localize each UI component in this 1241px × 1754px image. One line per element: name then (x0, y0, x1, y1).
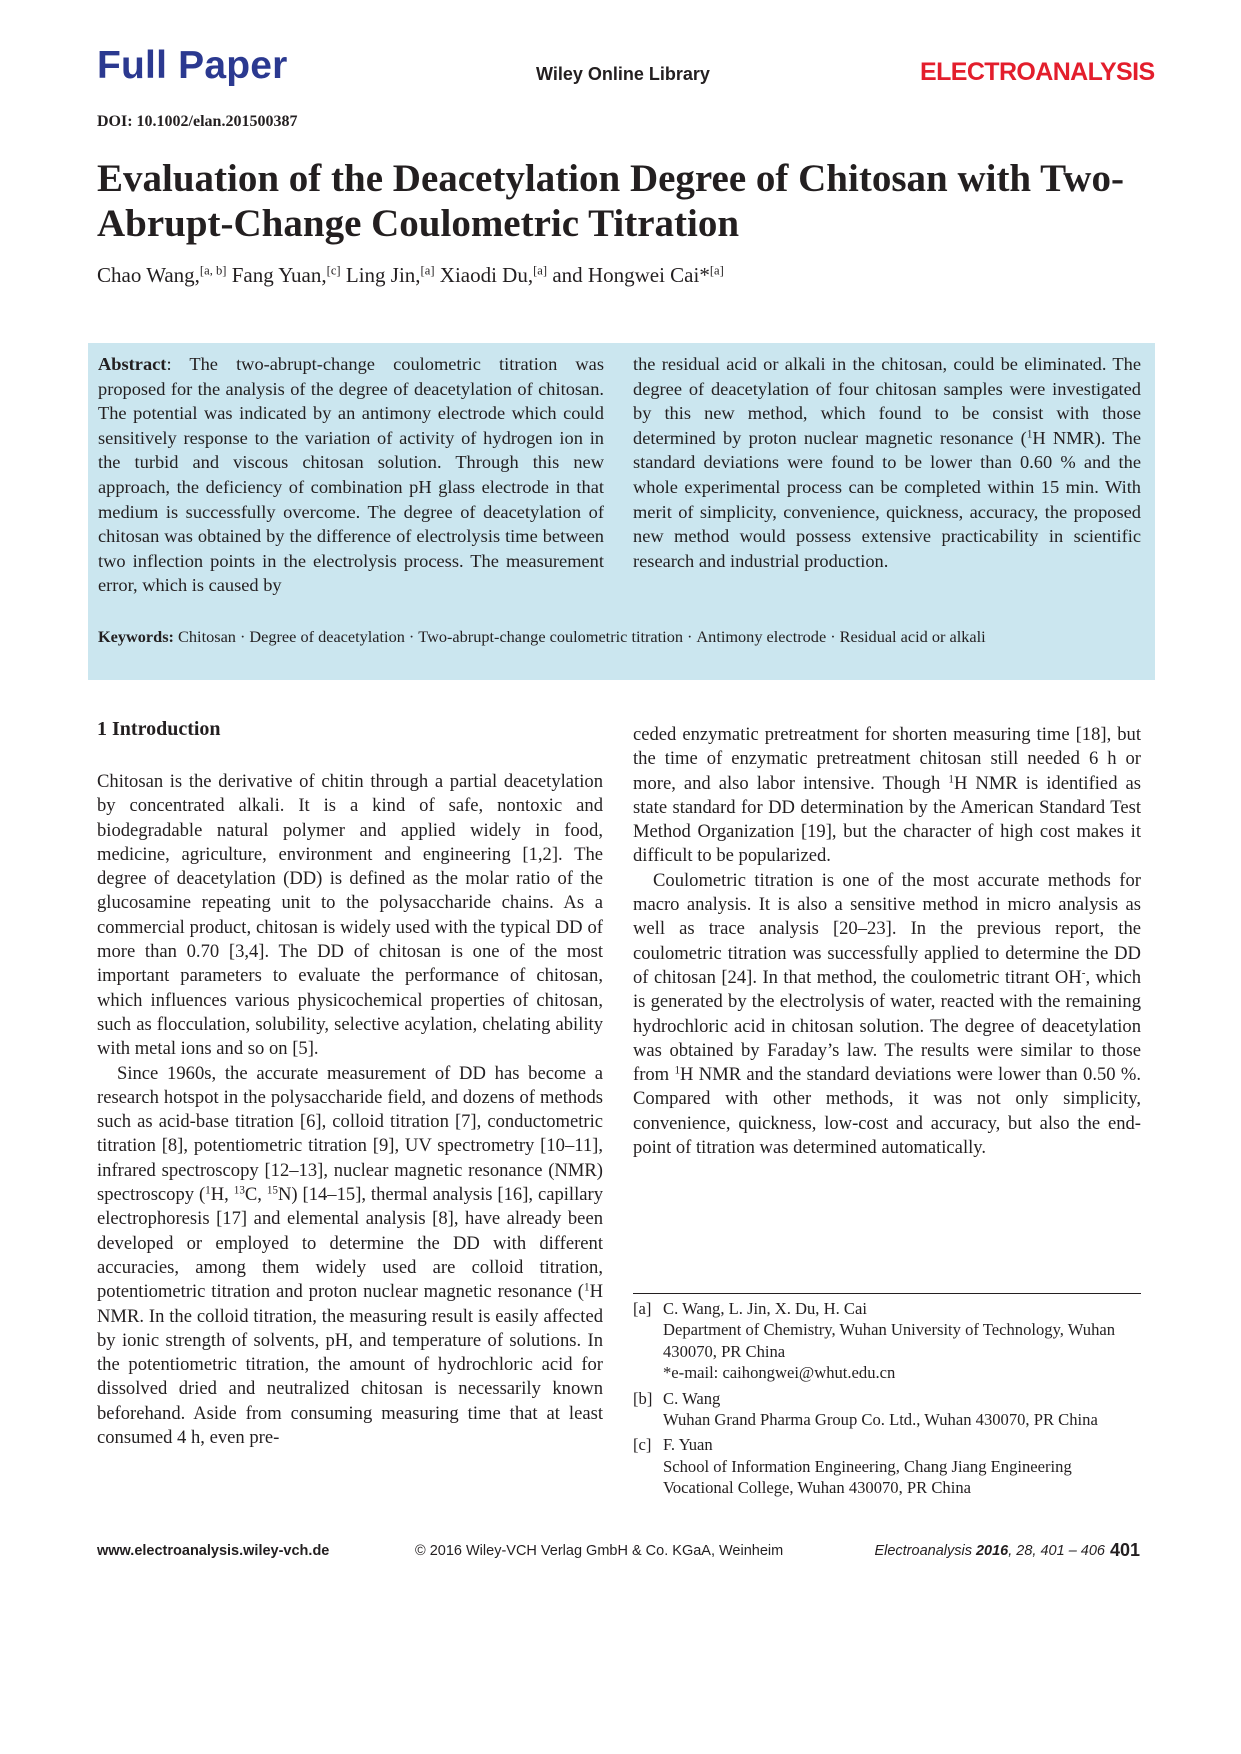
affiliation-b (633, 1388, 1141, 1431)
publisher-name[interactable]: Wiley Online Library (536, 64, 710, 84)
abstract-text: the residual acid or alkali in the chitosan, could be eliminated. The degree of deacetylation of four chitosan samples were investigated by this new method, which found to be consist with those determined by proton nuclear magnetic resonance ( (633, 354, 1141, 448)
abstract-column-left (98, 352, 604, 598)
keywords (98, 627, 1145, 647)
affiliation-divider (633, 1293, 1141, 1294)
keyword-separator: · (830, 627, 836, 646)
author-list (97, 263, 1157, 288)
affiliation-line: C. Wang, L. Jin, X. Du, H. Cai (663, 1299, 867, 1318)
keyword-separator: · (687, 627, 693, 646)
abstract-column-right (633, 352, 1141, 573)
affiliations (633, 1298, 1141, 1503)
affiliation-line: C. Wang (663, 1388, 721, 1408)
paragraph: Coulometric titration is one of the most accurate methods for macro analysis. It is also a sensitive method in micro analysis as well as trace analysis [20–23]. In the previous report, the coulometric titration was successfully applied to determine the DD of chitosan [24]. In that method, the coulometric titrant OH-, which is generated by the electrolysis of water, reacted with the remaining hydrochloric acid in chitosan solution. The degree of deacetylation was obtained by Faraday’s law. The results were similar to those from $^1$H NMR and the standard deviations were lower than 0.50 %. Compared with other methods, it was not only simplicity, convenience, quickness, low-cost and accuracy, but also the end-point of titration was determined automatically. (633, 869, 1141, 1159)
affiliation-tag: [c] (633, 1435, 652, 1455)
author-affiliation: [a] (533, 263, 548, 278)
superscript: 1 (1026, 428, 1033, 441)
author-name: Xiaodi Du, (439, 263, 534, 287)
keyword-separator: · (408, 627, 415, 646)
affiliation-line: School of Information Engineering, Chang Jiang Engineering Vocational College, Wuhan 430070, PR China (663, 1456, 1072, 1498)
paragraph: Chitosan is the derivative of chitin through a partial deacetylation by concentrated alkali. It is a kind of safe, nontoxic and biodegradable natural polymer and applied widely in food, medicine, agriculture, environment and engineering [1,2]. The degree of deacetylation (DD) is defined as the molar ratio of the glucosamine repeating unit to the polysaccharide chains. As a commercial product, chitosan is widely used with the typical DD of more than 0.70 [3,4]. The DD of chitosan is one of the most important parameters to evaluate the performance of chitosan, which influences various physicochemical properties of chitosan, such as flocculation, solubility, selective acylation, chelating ability with metal ions and so on [5]. (97, 771, 603, 1060)
affiliation-line: Department of Chemistry, Wuhan University of Technology, Wuhan 430070, PR China (663, 1320, 1116, 1361)
footer-citation: Electroanalysis 2016, 28, 401 – 406 (874, 1543, 1105, 1559)
paragraph: Since 1960s, the accurate measurement of DD has become a research hotspot in the polysaccharide field, and dozens of methods such as acid-base titration [6], colloid titration [7], conductometric titration [8], potentiometric titration [9], UV spectrometry [10–11], infrared spectroscopy [12–13], nuclear magnetic resonance (NMR) spectroscopy ($^1$H, $^{13}$C, $^{15}$N) [14–15], thermal analysis [16], capillary electrophoresis [17] and elemental analysis [8], have already been developed or employed to determine the DD with different accuracies, among them widely used are colloid titration, potentiometric titration and proton nuclear magnetic resonance ($^1$H NMR. In the colloid titration, the measuring result is easily affected by ionic strength of solvents, pH, and temperature of solutions. In the potentiometric titration, the amount of hydrochloric acid for dissolved dried and neutralized chitosan is necessarily known beforehand. Aside from consuming measuring time that at least consumed 4 h, even pre- (97, 1062, 603, 1449)
email-link[interactable]: *e-mail: caihongwei@whut.edu.cn (663, 1363, 896, 1383)
section-label: Full Paper (97, 44, 288, 87)
paragraph: ceded enzymatic pretreatment for shorten measuring time [18], but the time of enzymatic pretreatment chitosan still needed 6 h or more, and also labor intensive. Though $^1$H NMR is identified as state standard for DD determination by the American Standard Test Method Organization [19], but the character of high cost makes it difficult to be popularized. (633, 724, 1142, 867)
body-column-left (97, 770, 603, 1450)
author-affiliation: [a, b] (199, 263, 227, 278)
keyword: Chitosan (178, 627, 236, 646)
author-name: Chao Wang, (97, 263, 200, 287)
article-title: Evaluation of the Deacetylation Degree of Chitosan with Two-Abrupt-Change Coulometric Titration (97, 157, 1124, 245)
section-heading: 1 Introduction (97, 718, 221, 740)
affiliation-tag: [a] (633, 1299, 652, 1318)
affiliation-line: F. Yuan (663, 1435, 713, 1455)
author-name: Fang Yuan, (231, 263, 327, 287)
abstract-text: : The two-abrupt-change coulometric titration was proposed for the analysis of the degree of deacetylation of chitosan. The potential was indicated by an antimony electrode which could sensitively response to the variation of activity of hydrogen ion in the turbid and viscous chitosan solution. Through this new approach, the deficiency of combination pH glass electrode in that medium is successfully overcome. The degree of deacetylation of chitosan was obtained by the difference of electrolysis time between two inflection points in the electrolysis process. The measurement error, which is caused by (98, 354, 604, 596)
author-name: Ling Jin, (345, 263, 421, 287)
keyword: Two-abrupt-change coulometric titration (418, 627, 683, 646)
affiliation-tag: [b] (633, 1388, 653, 1408)
keywords-label: Keywords: (98, 627, 174, 646)
keyword: Residual acid or alkali (839, 627, 986, 646)
keyword-separator: · (239, 627, 246, 646)
footer-url[interactable]: www.electroanalysis.wiley-vch.de (97, 1543, 330, 1559)
author-affiliation: [a] (420, 263, 435, 278)
abstract-text: H NMR). The standard deviations were found to be lower than 0.60 % and the whole experimental process can be completed within 15 min. With merit of simplicity, convenience, quickness, accuracy, the proposed new method would possess extensive practicability in scientific research and industrial production. (633, 427, 1141, 571)
abstract-label: Abstract (98, 354, 167, 374)
keyword: Antimony electrode (696, 627, 827, 646)
footer-copyright: © 2016 Wiley-VCH Verlag GmbH & Co. KGaA, Weinheim (415, 1543, 784, 1559)
doi[interactable]: DOI: 10.1002/elan.201500387 (97, 113, 298, 130)
journal-name: ELECTROANALYSIS (920, 58, 1155, 86)
author-affiliation: [c] (326, 263, 341, 278)
author-affiliation: [a] (709, 263, 724, 278)
body-column-right (633, 723, 1141, 1160)
page-number: 401 (1110, 1540, 1141, 1560)
affiliation-c (633, 1434, 1141, 1498)
abstract-box (88, 343, 1155, 680)
author-name: and Hongwei Cai* (552, 263, 710, 287)
affiliation-a (633, 1298, 1141, 1384)
affiliation-line: Wuhan Grand Pharma Group Co. Ltd., Wuhan 430070, PR China (663, 1410, 1098, 1430)
keyword: Degree of deacetylation (249, 627, 405, 646)
